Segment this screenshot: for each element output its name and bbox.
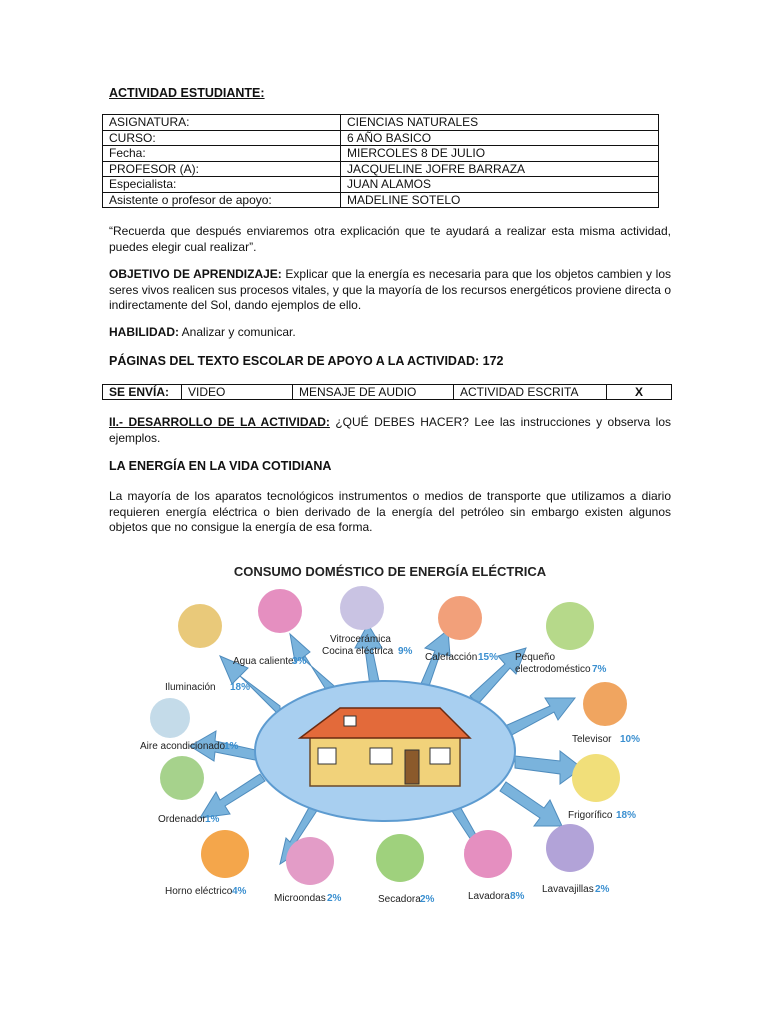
item-label-2: Cocina eléctrica	[322, 646, 394, 657]
toaster-icon	[546, 602, 594, 650]
item-percent: 9%	[398, 646, 413, 657]
item-label: Ordenador	[158, 814, 206, 825]
lamp-icon	[178, 604, 222, 648]
cooktop-icon	[340, 586, 384, 630]
table-row	[103, 177, 659, 193]
item-percent: 3%	[292, 656, 307, 667]
item-horno-electrico	[165, 830, 249, 897]
info-table	[102, 114, 659, 208]
item-label: Agua caliente	[233, 656, 294, 667]
dryer-icon	[376, 834, 424, 882]
item-label: Lavadora	[468, 891, 510, 902]
fridge-icon	[572, 754, 620, 802]
item-percent: 2%	[327, 893, 342, 904]
development-paragraph	[109, 415, 671, 446]
info-key: CURSO:	[103, 130, 341, 146]
item-percent: 2%	[595, 884, 610, 895]
computer-icon	[160, 756, 204, 800]
activity-title: ACTIVIDAD ESTUDIANTE:	[109, 86, 265, 100]
item-frigorifico	[568, 754, 636, 821]
item-label: Vitrocerámica	[330, 634, 391, 645]
item-percent: 4%	[232, 886, 247, 897]
intro-quote: “Recuerda que después enviaremos otra explicación que te ayudará a realizar esta misma actividad, puedes elegir cual realizar”.	[109, 224, 671, 254]
item-percent: 7%	[592, 664, 607, 675]
item-iluminacion	[165, 604, 250, 693]
item-televisor	[572, 682, 640, 745]
objective-paragraph	[109, 267, 671, 314]
send-option-video: VIDEO	[182, 385, 293, 400]
washer-icon	[464, 830, 512, 878]
infographic-svg	[130, 556, 650, 916]
item-percent: 18%	[230, 682, 251, 693]
arrow-shape	[505, 698, 575, 736]
item-label: Horno eléctrico	[165, 886, 233, 897]
item-percent: 8%	[510, 891, 525, 902]
item-label: Televisor	[572, 734, 612, 745]
development-text: ¿QUÉ DEBES HACER? Lee las instrucciones y observa los ejemplos.	[109, 415, 672, 445]
table-row	[103, 130, 659, 146]
item-label: Aire acondicionado	[140, 741, 226, 752]
info-key: Asistente o profesor de apoyo:	[103, 192, 341, 208]
skill-text: Analizar y comunicar.	[179, 325, 296, 339]
item-percent: 2%	[420, 894, 435, 905]
send-mark: X	[607, 385, 672, 400]
item-ordenador	[158, 756, 220, 825]
item-label: Microondas	[274, 893, 326, 904]
item-label: Frigorífico	[568, 810, 613, 821]
send-table	[102, 384, 672, 400]
section-text: La mayoría de los aparatos tecnológicos instrumentos o medios de transporte que utilizamos a diario requieren energía eléctrica o bien derivado de la energía del petróleo sin embargo existen algunos objetos que no consigue la energía de esa forma.	[109, 489, 671, 534]
send-option-audio: MENSAJE DE AUDIO	[293, 385, 454, 400]
house-icon	[300, 708, 470, 786]
arrow-shape	[515, 751, 582, 784]
infographic-title: CONSUMO DOMÉSTICO DE ENERGÍA ELÉCTRICA	[233, 564, 547, 579]
faucet-icon	[258, 589, 302, 633]
table-row	[103, 115, 659, 131]
dishwasher-icon	[546, 824, 594, 872]
item-agua-caliente	[233, 589, 307, 667]
info-value: JUAN ALAMOS	[341, 177, 659, 193]
item-percent: 1%	[224, 741, 239, 752]
item-vitroceramica	[322, 586, 413, 657]
skill-label: HABILIDAD:	[109, 325, 179, 339]
air-conditioner-icon	[150, 698, 190, 738]
info-value: MADELINE SOTELO	[341, 192, 659, 208]
item-secadora	[376, 834, 435, 905]
table-row	[103, 192, 659, 208]
table-row	[103, 385, 672, 400]
table-row	[103, 146, 659, 162]
item-percent: 18%	[616, 810, 637, 821]
arrow-shape	[200, 774, 265, 818]
send-label: SE ENVÍA:	[103, 385, 182, 400]
arrow-shape	[500, 782, 562, 826]
info-value: CIENCIAS NATURALES	[341, 115, 659, 131]
item-label: Lavavajillas	[542, 884, 594, 895]
item-calefaccion	[425, 596, 498, 663]
item-label: Secadora	[378, 894, 421, 905]
microwave-icon	[286, 837, 334, 885]
item-percent: 15%	[478, 652, 499, 663]
section-title: LA ENERGÍA EN LA VIDA COTIDIANA	[109, 459, 332, 473]
send-option-written: ACTIVIDAD ESCRITA	[454, 385, 607, 400]
objective-text: Explicar que la energía es necesaria para que los objetos cambien y los seres vivos realicen sus procesos vitales, y que la mayoría de los recursos energéticos proviene directa o indirectamente del Sol, dando ejemplos de ello.	[109, 267, 672, 312]
item-pequeno-electrodomestico	[515, 602, 607, 675]
item-percent: 1%	[205, 814, 220, 825]
item-aire-acondicionado	[140, 698, 239, 752]
item-percent: 10%	[620, 734, 641, 745]
table-row	[103, 161, 659, 177]
item-lavadora	[464, 830, 525, 902]
info-value: JACQUELINE JOFRE BARRAZA	[341, 161, 659, 177]
item-label: Pequeño	[515, 652, 556, 663]
item-label: Calefacción	[425, 652, 478, 663]
energy-consumption-infographic	[130, 556, 650, 916]
item-label: Iluminación	[165, 682, 216, 693]
oven-icon	[201, 830, 249, 878]
info-key: ASIGNATURA:	[103, 115, 341, 131]
development-label: II.- DESARROLLO DE LA ACTIVIDAD:	[109, 415, 330, 429]
info-key: Fecha:	[103, 146, 341, 162]
info-key: PROFESOR (A):	[103, 161, 341, 177]
info-value: MIERCOLES 8 DE JULIO	[341, 146, 659, 162]
pages-heading: PÁGINAS DEL TEXTO ESCOLAR DE APOYO A LA ACTIVIDAD: 172	[109, 354, 504, 368]
item-lavavajillas	[542, 824, 610, 895]
objective-label: OBJETIVO DE APRENDIZAJE:	[109, 267, 282, 281]
television-icon	[583, 682, 627, 726]
skill-paragraph	[109, 325, 671, 341]
item-label-2: electrodoméstico	[515, 664, 591, 675]
info-value: 6 AÑO BASICO	[341, 130, 659, 146]
info-key: Especialista:	[103, 177, 341, 193]
radiator-icon	[438, 596, 482, 640]
